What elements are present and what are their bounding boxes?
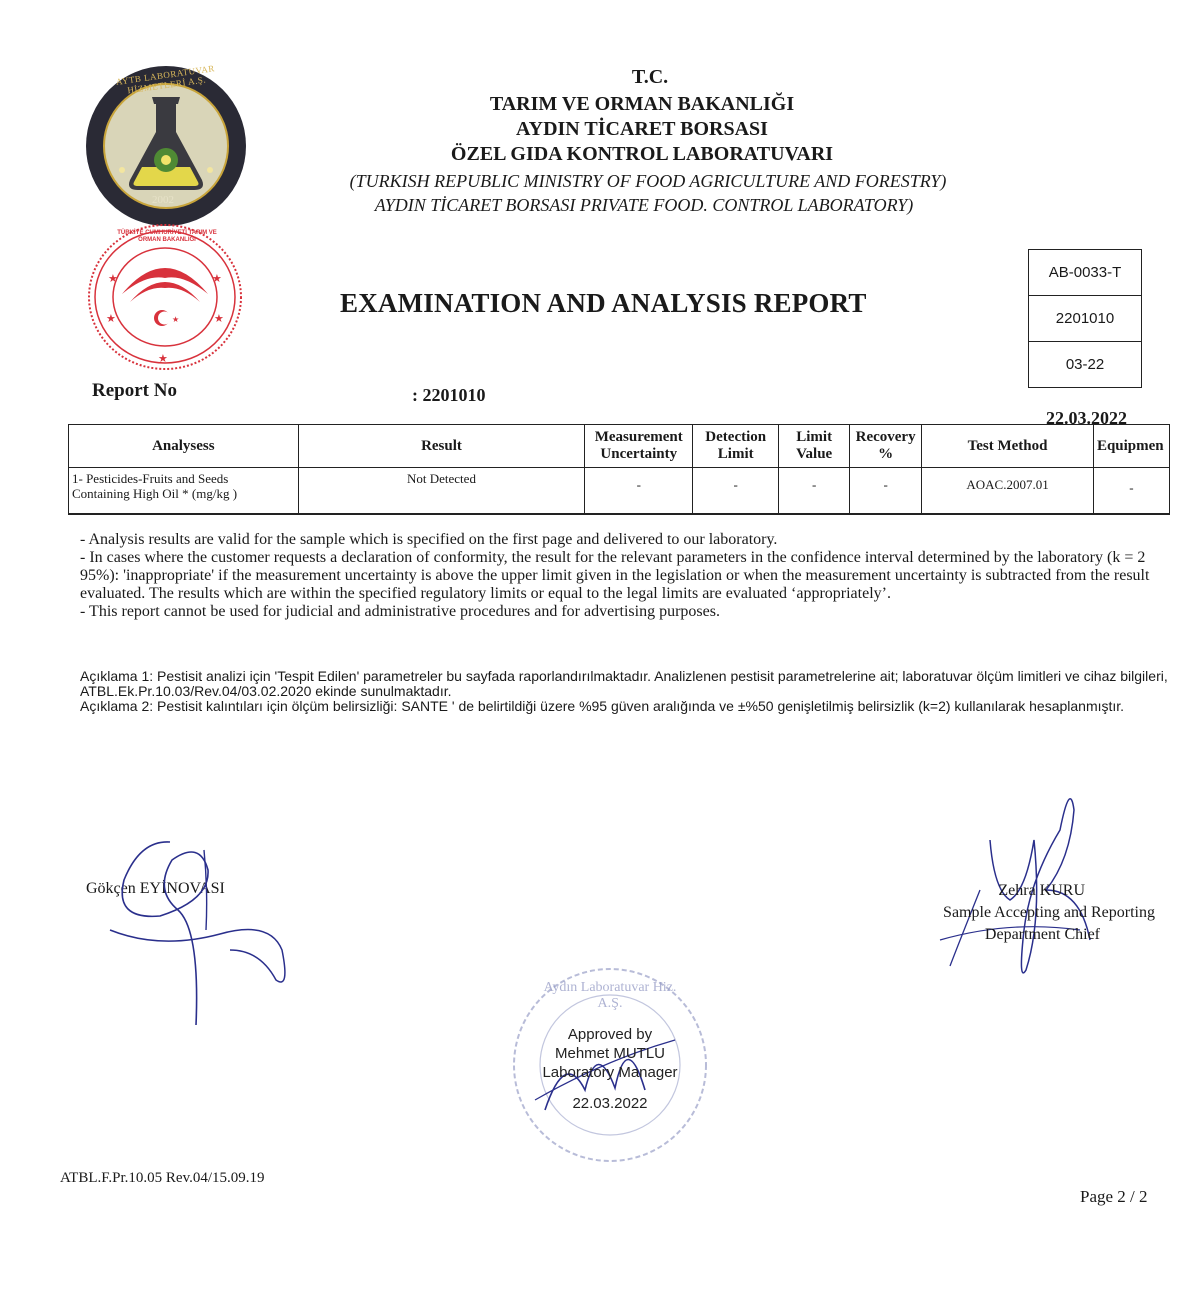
right-signatory <box>905 880 1155 946</box>
table-row <box>69 468 1170 515</box>
col-uncertainty <box>585 425 693 468</box>
right-signatory-title-2: Department Chief <box>984 926 1100 943</box>
header-english-2: AYDIN TİCARET BORSASI PRIVATE FOOD. CONTROL LABORATORY) <box>374 195 914 215</box>
ministry-seal-text: TÜRKİYE CUMHURİYETİ TARIM VE ORMAN BAKANLIĞI <box>117 230 217 243</box>
lab-logo-year: 2002 <box>152 194 174 206</box>
header-english-1: (TURKISH REPUBLIC MINISTRY OF FOOD AGRICULTURE AND FORESTRY) <box>349 171 947 191</box>
cell-analysis-l2: Containing High Oil * (mg/kg ) <box>72 486 238 501</box>
notes-block <box>80 531 1170 621</box>
document-code-box <box>1028 249 1142 388</box>
col-equipment: Equipmen <box>1093 425 1169 468</box>
svg-text:★: ★ <box>158 352 168 365</box>
note-usage: - This report cannot be used for judicial and administrative procedures and for advertising purposes. <box>80 603 720 620</box>
cell-method: AOAC.2007.01 <box>922 468 1094 515</box>
svg-text:★: ★ <box>212 272 222 285</box>
left-signature <box>100 830 300 1030</box>
explanations-block <box>80 669 1175 714</box>
header-ministry: TARIM VE ORMAN BAKANLIĞI <box>489 93 795 115</box>
doc-number: 2201010 <box>1029 296 1141 342</box>
lab-logo-arc-text: AYTB LABORATUVAR HİZMETLERİ A.Ş. <box>115 63 216 96</box>
col-limit-l2: Value <box>796 446 833 462</box>
report-title: EXAMINATION AND ANALYSIS REPORT <box>340 288 867 318</box>
left-signatory-name: Gökçen EYİNOVASI <box>86 880 225 897</box>
header-borsa: AYDIN TİCARET BORSASI <box>516 118 768 140</box>
col-limit <box>779 425 850 468</box>
approver-title: Laboratory Manager <box>542 1064 678 1081</box>
col-detection-l1: Detection <box>705 429 767 445</box>
right-signatory-name: Zehra KURU <box>998 882 1085 899</box>
approval-block <box>520 1025 700 1113</box>
cell-analysis <box>69 468 299 515</box>
doc-period: 03-22 <box>1065 356 1105 373</box>
approver-name: Mehmet MUTLU <box>554 1045 666 1062</box>
col-analyses: Analysess <box>69 425 299 468</box>
col-limit-l1: Limit <box>796 429 833 445</box>
svg-text:★: ★ <box>172 315 180 324</box>
explanation-1: Açıklama 1: Pestisit analizi için 'Tespit Edilen' parametreler bu sayfada raporlandırılmaktadır. Analizlenen pestisit parametrelerine ait; laboratuvar ölçüm limitleri ve cihaz bilgileri, ATBL.Ek.Pr.10.03/Rev.04/03.02.2020 ekinde sunulmaktadır. <box>80 668 1168 699</box>
results-table <box>68 424 1170 515</box>
cell-analysis-l1: 1- Pesticides-Fruits and Seeds <box>72 471 229 486</box>
cell-equipment: - <box>1093 468 1169 515</box>
report-date: 22.03.2022 <box>1046 408 1127 428</box>
report-no-value: : 2201010 <box>412 385 486 405</box>
note-validity: - Analysis results are valid for the sample which is specified on the first page and delivered to our laboratory. <box>80 531 778 548</box>
col-recovery <box>850 425 922 468</box>
col-method: Test Method <box>922 425 1094 468</box>
cell-recovery: - <box>850 468 922 515</box>
approval-date: 22.03.2022 <box>572 1095 648 1112</box>
col-uncertainty-l2: Uncertainty <box>600 446 678 462</box>
col-detection-l2: Limit <box>717 446 754 462</box>
doc-code: AB-0033-T <box>1029 250 1141 296</box>
cell-result: Not Detected <box>298 468 585 515</box>
page-number: Page 2 / 2 <box>1080 1187 1148 1206</box>
svg-text:★: ★ <box>214 312 224 325</box>
approved-by: Approved by <box>567 1026 653 1043</box>
note-conformity: - In cases where the customer requests a declaration of conformity, the result for the relevant parameters in the confidence interval determined by the laboratory (k = 2 95%): 'inappropriate' if the measurement uncertainty is above the upper limit given in the legislation or when the measurement uncertainty is subtracted from the result evaluated. The results which are within the specified regulatory limits or equal to the legal limits are evaluated ‘appropriately’. <box>80 549 1150 602</box>
svg-text:★: ★ <box>106 312 116 325</box>
header-tc: T.C. <box>631 66 669 88</box>
cell-uncertainty: - <box>585 468 693 515</box>
report-no-label: Report No <box>92 380 177 401</box>
col-result: Result <box>298 425 585 468</box>
col-recovery-l2: % <box>878 446 894 462</box>
cell-detection: - <box>693 468 779 515</box>
stamp-text: Aydın Laboratuvar Hiz. A.Ş. <box>543 980 677 1011</box>
right-signatory-title-1: Sample Accepting and Reporting <box>943 904 1155 921</box>
col-recovery-l1: Recovery <box>855 429 916 445</box>
form-code: ATBL.F.Pr.10.05 Rev.04/15.09.19 <box>60 1170 265 1186</box>
svg-text:★: ★ <box>108 272 118 285</box>
ministry-seal <box>86 222 244 372</box>
table-header-row <box>69 425 1170 468</box>
col-uncertainty-l1: Measurement <box>594 429 683 445</box>
col-detection <box>693 425 779 468</box>
cell-limit: - <box>779 468 850 515</box>
header-lab: ÖZEL GIDA KONTROL LABORATUVARI <box>450 143 834 165</box>
explanation-2: Açıklama 2: Pestisit kalıntıları için ölçüm belirsizliği: SANTE ' de belirtildiği üzere %95 güven aralığında ve ±%50 genişletilmiş belirsizlik (k=2) kullanılarak hesaplanmıştır. <box>80 698 1125 714</box>
